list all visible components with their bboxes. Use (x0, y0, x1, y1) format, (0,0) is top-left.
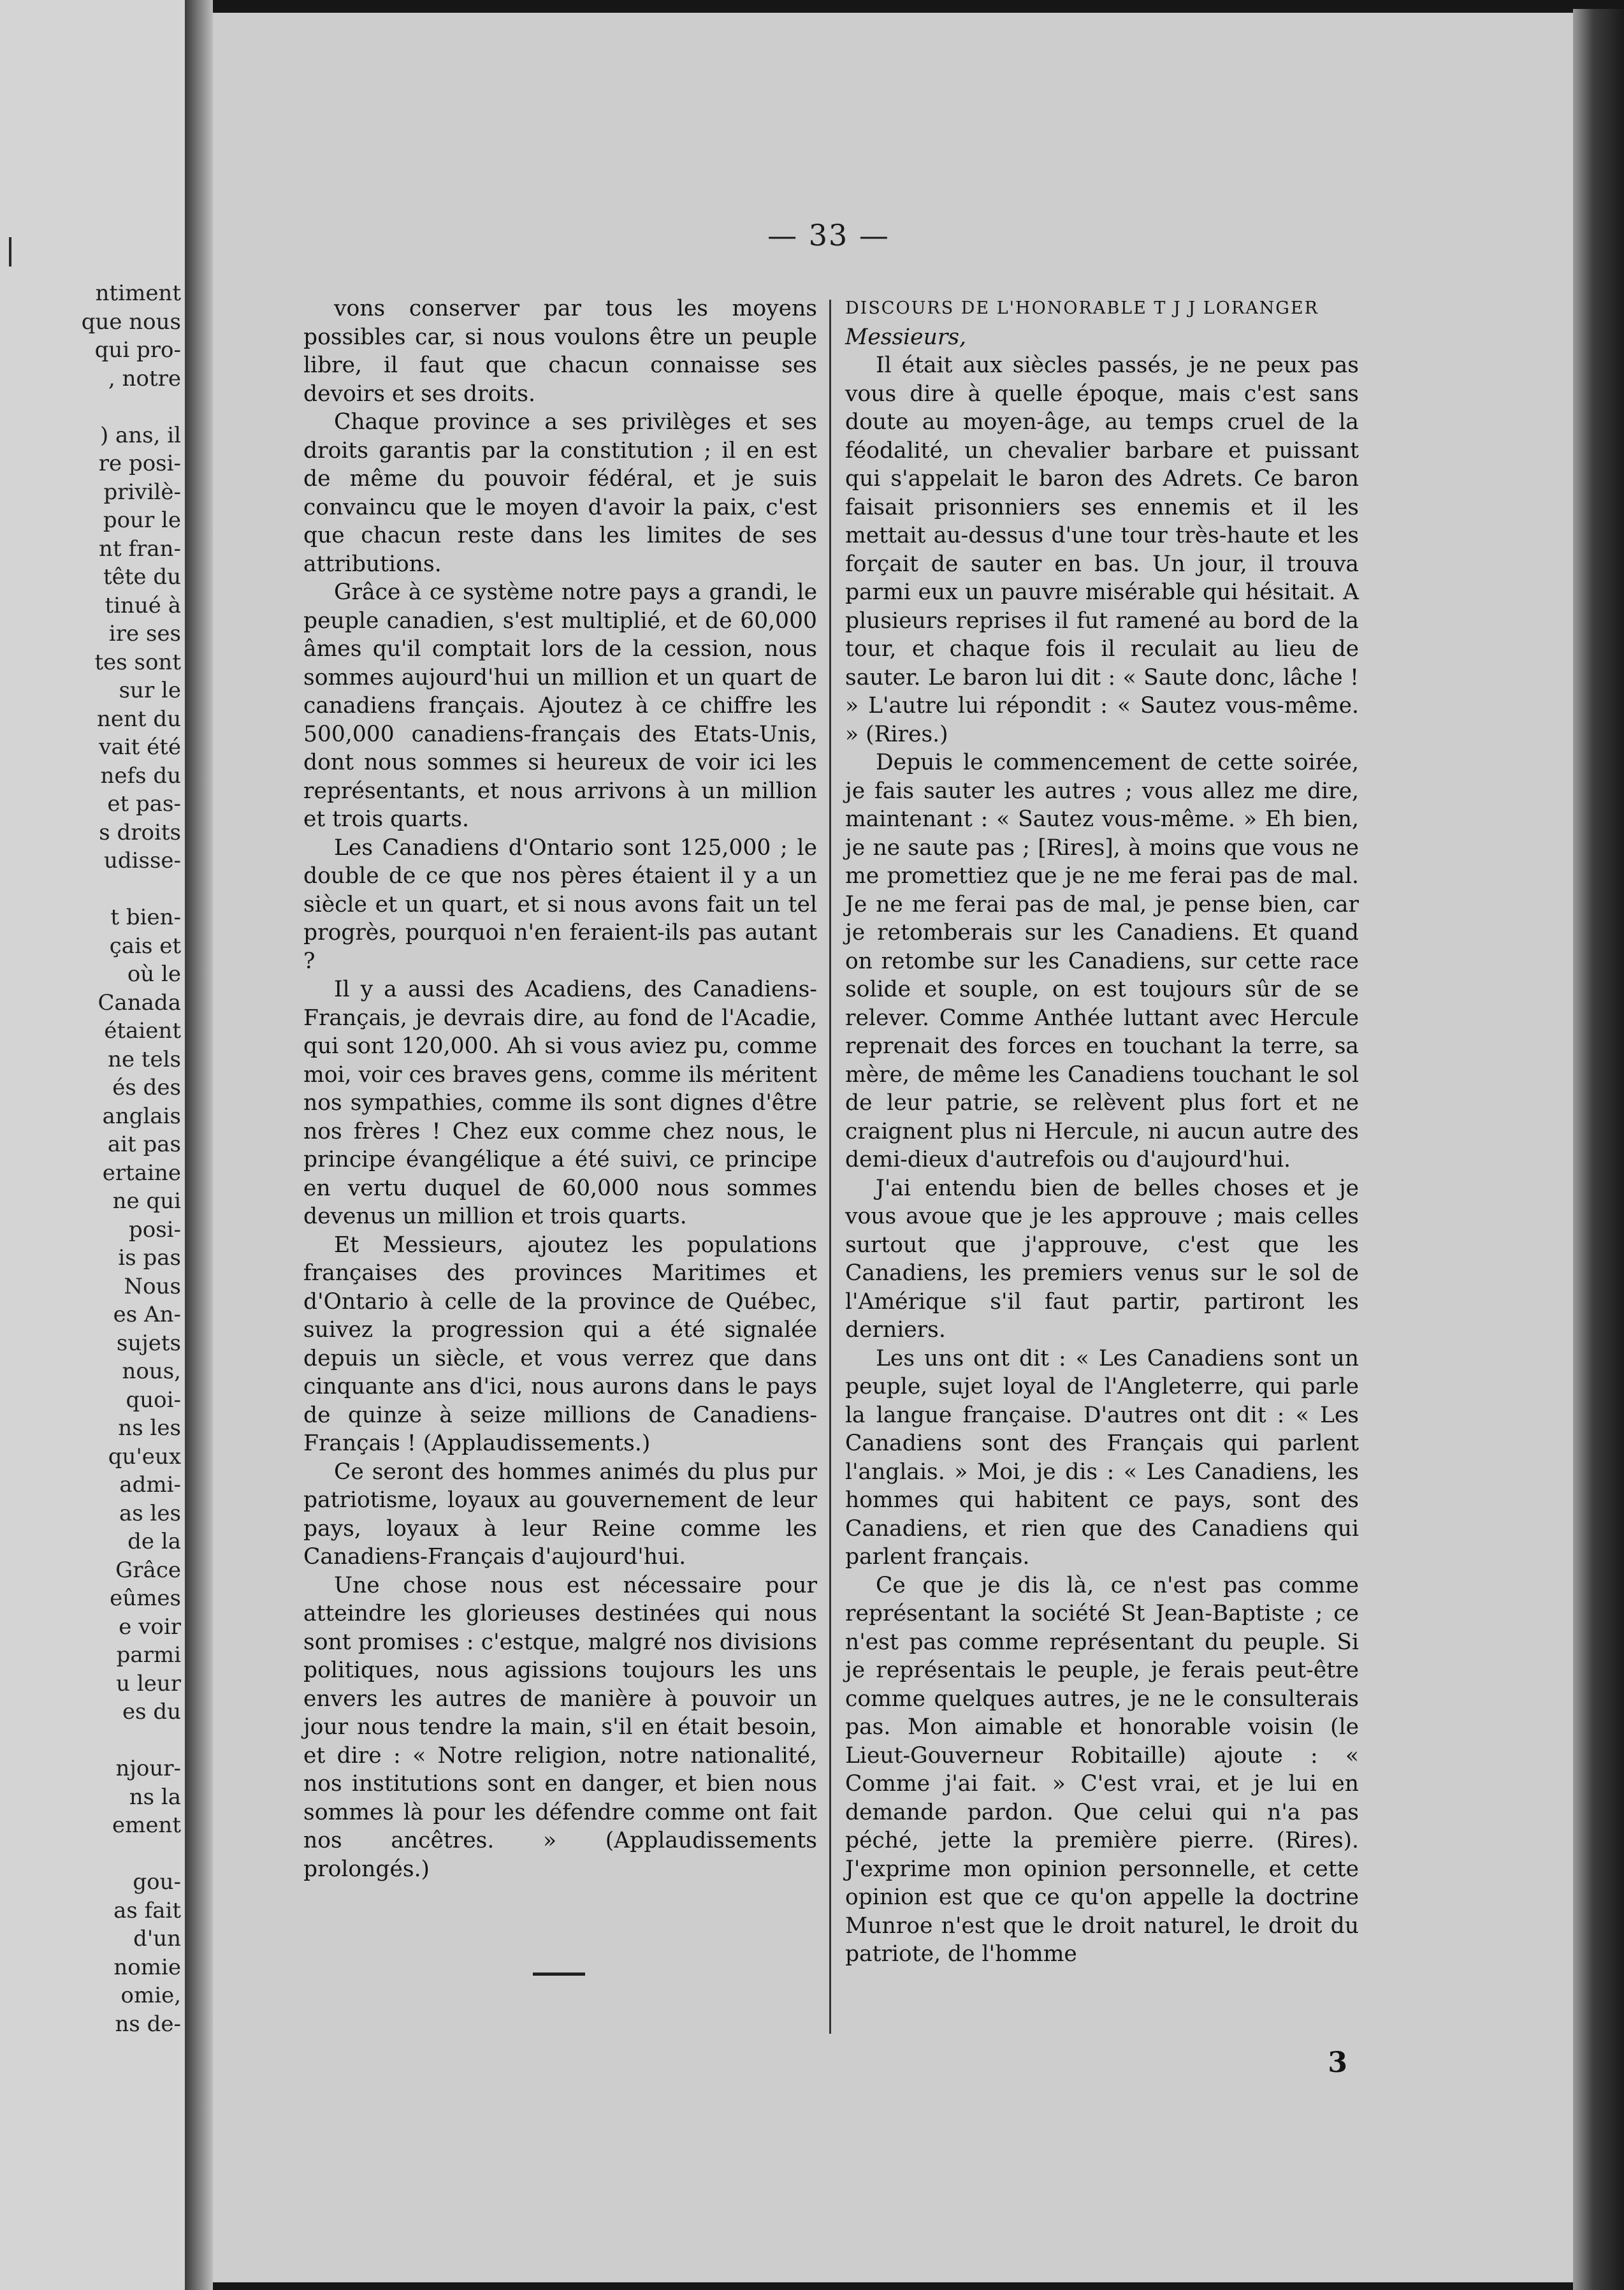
right-paragraphs (845, 351, 1359, 1969)
left-page-fragment: sujets (116, 1330, 181, 1356)
left-page-fragment: pour le (103, 507, 181, 533)
margin-mark (9, 237, 11, 266)
left-page-fragment: Nous (124, 1273, 181, 1299)
left-page-fragment: t bien- (110, 905, 181, 930)
left-page-fragment: ns la (129, 1784, 181, 1810)
left-page-fragment: Canada (98, 989, 181, 1016)
left-page-fragment: as les (119, 1500, 181, 1526)
paragraph: Les Canadiens d'Ontario sont 125,000 ; le double de ce que nos pères étaient il y a un siècle et un quart, et si nous avons fait un tel progrès, pourquoi n'en feraient-ils pas autant ? (303, 835, 817, 974)
left-page-fragment: d'un (133, 1926, 181, 1951)
speech-heading: DISCOURS DE L'HONORABLE T J J LORANGER (845, 298, 1319, 318)
left-page-fragment: tes sont (94, 649, 181, 675)
left-page-fragment: ne tels (108, 1046, 181, 1072)
left-page-fragment (15, 875, 181, 904)
left-page-fragment: re posi- (98, 451, 181, 476)
left-page-fragment: parmi (116, 1642, 181, 1668)
left-page-fragment: omie, (120, 1983, 181, 2008)
left-page-fragment: e voir (119, 1614, 181, 1640)
left-page-fragment: as fait (113, 1897, 181, 1923)
paragraph: Depuis le commencement de cette soirée, je fais sauter les autres ; vous allez me dire, maintenant : « Sautez vous-même. » Eh bien, je ne saute pas ; [Rires], à moins que vous ne me promettiez que je ne me ferai pas de mal. Je ne me ferai pas de mal, je pense bien, car je retomberais sur les Canadiens. Et quand on retombe sur les Canadiens, sur cette race solide et souple, on est toujours sûr de se relever. Comme Anthée luttant avec Hercule reprenait des forces en touchant la terre, sa mère, de même les Canadiens touchant le sol de leur patrie, se relèvent plus fort et ne craignent plus ni Hercule, ni aucun autre des demi-dieux d'autrefois ou d'aujourd'hui. (845, 750, 1359, 1172)
left-page-fragment: es du (122, 1699, 181, 1725)
left-page-fragment: ertaine (102, 1160, 181, 1186)
left-page-fragment: Grâce (115, 1557, 181, 1583)
paragraph: Il était aux siècles passés, je ne peux pas vous dire à quelle époque, mais c'est sans doute au moyen-âge, au temps cruel de la féodalité, un chevalier barbare et puissant qui s'appelait le baron des Adrets. Ce baron faisait prisonniers ses ennemis et il les mettait au-dessus d'une tour très-haute et les forçait de sauter en bas. Un jour, il trouva parmi eux un pauvre misérable qui hésitait. A plusieurs reprises il fut ramené au bord de la tour, et chaque fois il reculait au lieu de sauter. Le baron lui dit : « Saute donc, lâche ! » L'autre lui répondit : « Sautez vous-même. » (Rires.) (845, 353, 1359, 747)
paragraph: Grâce à ce système notre pays a grandi, le peuple canadien, s'est multiplié, et de 60,000 âmes qu'il comptait lors de la cession, nous sommes aujourd'hui un million et un quart de canadiens français. Ajoutez à ce chiffre les 500,000 canadiens-français des Etats-Unis, dont nous sommes si heureux de voir ici les représentants, et nous arrivons à un million et trois quarts. (303, 580, 817, 832)
left-page-fragment: nent du (96, 706, 181, 732)
left-page-fragment: que nous (81, 309, 181, 335)
left-page-fragment: ns de- (115, 2011, 181, 2037)
left-page-fragment: u leur (116, 1670, 181, 1696)
paragraph: Ce seront des hommes animés du plus pur patriotisme, loyaux au gouvernement de leur pays, loyaux à leur Reine comme les Canadiens-Français d'aujourd'hui. (303, 1459, 817, 1570)
left-page-fragment: nous, (122, 1359, 181, 1384)
page-number: — 33 — (767, 218, 890, 252)
left-page-fragment: tête du (103, 564, 181, 590)
left-page-fragment: s droits (99, 819, 181, 845)
left-page-fragment (15, 393, 181, 421)
left-page-fragment: ) ans, il (99, 422, 181, 448)
left-page-text-fragments (15, 279, 181, 2038)
signature-mark: 3 (1328, 2046, 1347, 2079)
right-page-edge (1573, 9, 1624, 2290)
right-column (845, 295, 1359, 1969)
left-page-fragment (15, 1726, 181, 1755)
left-column (303, 295, 817, 1883)
left-page-fragment: es An- (113, 1302, 181, 1327)
left-page-fragment: , notre (108, 365, 181, 391)
left-page-fragment: où le (127, 961, 181, 987)
left-page-fragment: de la (127, 1529, 181, 1554)
left-page-fragment: posi- (128, 1216, 181, 1243)
left-page-fragment: étaient (104, 1018, 181, 1044)
left-page-fragment: et pas- (107, 791, 181, 817)
left-page-fragment: admi- (119, 1472, 181, 1498)
left-page-fragment: tinué à (105, 592, 181, 618)
left-page-fragment (15, 1840, 181, 1869)
left-page-edge (0, 0, 185, 2290)
left-page-fragment: udisse- (103, 848, 181, 873)
left-page-fragment: quoi- (126, 1387, 181, 1413)
paragraph: vons conserver par tous les moyens possibles car, si nous voulons être un peuple libre, il faut que chacun connaisse ses devoirs et ses droits. (303, 296, 817, 407)
left-page-fragment: privilè- (103, 479, 181, 505)
gutter-shadow (185, 0, 213, 2290)
left-page-fragment: qu'eux (108, 1443, 181, 1470)
left-page-fragment: anglais (102, 1103, 181, 1129)
left-page-fragment: ntiment (95, 281, 181, 306)
left-page-fragment: nt fran- (99, 536, 181, 562)
left-page-fragment: gou- (133, 1869, 181, 1895)
left-page-fragment: ement (112, 1812, 181, 1838)
left-page-fragment: is pas (118, 1245, 181, 1271)
left-page-fragment: eûmes (110, 1586, 181, 1611)
left-page-fragment: ait pas (107, 1132, 181, 1157)
paragraph: J'ai entendu bien de belles choses et je vous avoue que je les approuve ; mais celles surtout que j'approuve, c'est que les Canadiens, les premiers venus sur le sol de l'Amérique s'il faut partir, partiront les derniers. (845, 1175, 1359, 1343)
paragraph: Une chose nous est nécessaire pour atteindre les glorieuses destinées qui nous sont promises : c'estque, malgré nos divisions politiques, nous agissions toujours les uns envers les autres de manière à pouvoir un jour nous tendre la main, s'il en était besoin, et dire : « Notre religion, notre nationalité, nos institutions sont en danger, et bien nous sommes là pour les défendre comme ont fait nos ancêtres. » (Applaudissements prolongés.) (303, 1572, 817, 1882)
column-divider (829, 300, 831, 2034)
left-page-fragment: ire ses (108, 621, 181, 646)
left-page-fragment: sur le (119, 678, 181, 703)
left-page-fragment: çais et (109, 933, 181, 959)
salutation: Messieurs, (845, 324, 966, 350)
left-page-fragment: nomie (113, 1954, 181, 1980)
paragraph: Et Messieurs, ajoutez les populations françaises des provinces Maritimes et d'Ontario à celle de la province de Québec, suivez la progression qui a été signalée depuis un siècle, et vous verrez que dans cinquante ans d'ici, nous aurons dans le pays de quinze à seize millions de Canadiens-Français ! (Applaudissements.) (303, 1232, 817, 1456)
paragraph: Il y a aussi des Acadiens, des Canadiens-Français, je devrais dire, au fond de l'Acadie, qui sont 120,000. Ah si vous aviez pu, comme moi, voir ces braves gens, comme ils méritent nos sympathies, comme ils sont dignes d'être nos frères ! Chez eux comme chez nous, le principe évangélique a été suivi, ce principe en vertu duquel de 60,000 nous sommes devenus un million et trois quarts. (303, 977, 817, 1229)
paragraph: Les uns ont dit : « Les Canadiens sont un peuple, sujet loyal de l'Angleterre, qui parle la langue française. D'autres ont dit : « Les Canadiens sont des Français qui parlent l'anglais. » Moi, je dis : « Les Canadiens, les hommes qui habitent ce pays, sont des Canadiens, et rien que des Canadiens qui parlent français. (845, 1345, 1359, 1570)
paragraph: Ce que je dis là, ce n'est pas comme représentant la société St Jean-Baptiste ; ce n'est pas comme représentant du peuple. Si je représentais le peuple, je ferais peut-être comme quelques autres, je ne le consulterais pas. Mon aimable et honorable voisin (le Lieut-Gouverneur Robitaille) ajoute : « Comme j'ai fait. » C'est vrai, et je lui en demande pardon. Que celui qui n'a pas péché, jette la première pierre. (Rires). J'exprime mon opinion personnelle, et cette opinion est que ce qu'on appelle la doctrine Munroe n'est que le droit naturel, le droit du patriote, de l'homme (845, 1572, 1359, 1967)
left-page-fragment: és des (112, 1075, 181, 1100)
left-page-fragment: vait été (99, 734, 181, 760)
left-page-fragment: qui pro- (94, 337, 181, 363)
left-page-fragment: njour- (115, 1756, 181, 1781)
left-page-fragment: nefs du (100, 762, 181, 789)
paragraph: Chaque province a ses privilèges et ses droits garantis par la constitution ; il en est de même du pouvoir fédéral, et je suis convaincu que le moyen d'avoir la paix, c'est que chacun reste dans les limites de ses attributions. (303, 409, 817, 577)
section-end-rule (533, 1973, 585, 1976)
left-page-fragment: ne qui (112, 1188, 181, 1214)
left-page-fragment: ns les (118, 1415, 181, 1441)
